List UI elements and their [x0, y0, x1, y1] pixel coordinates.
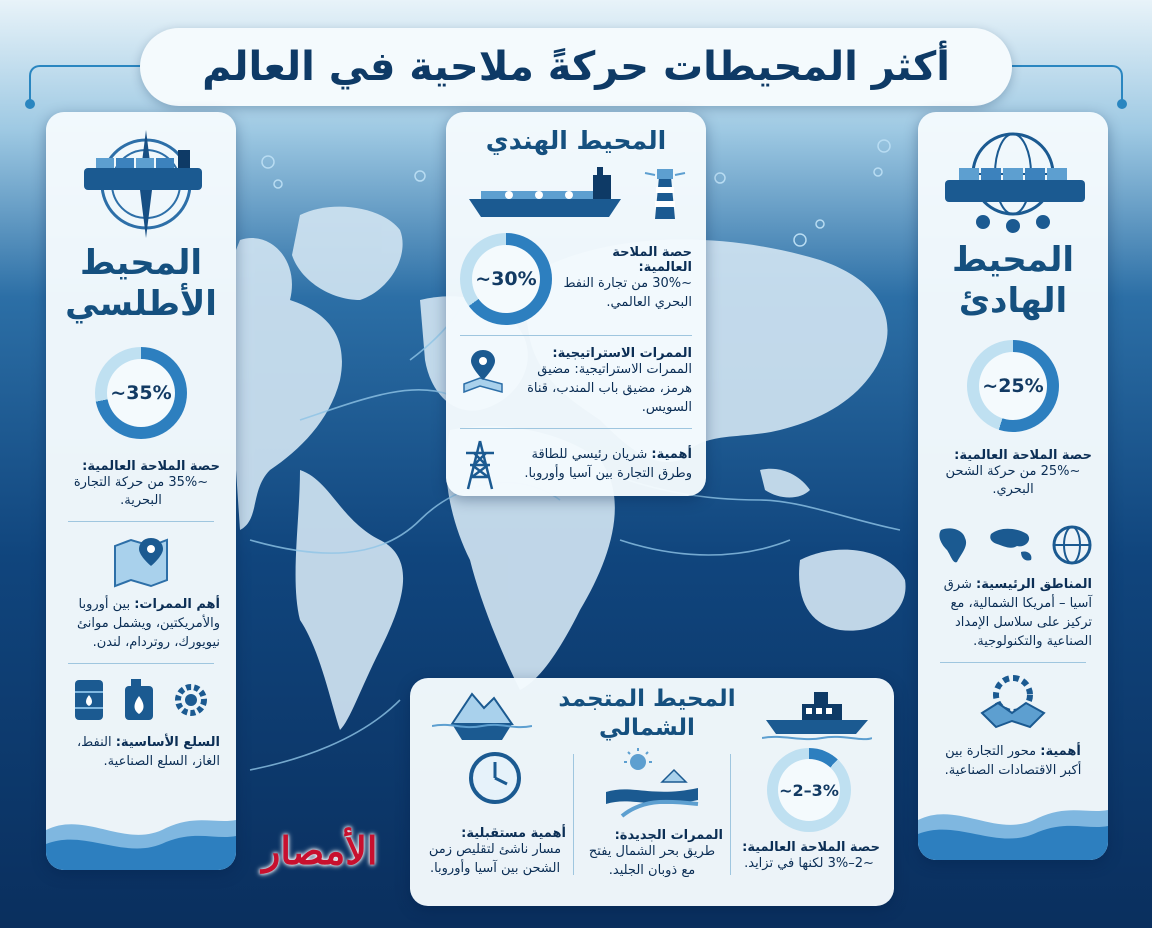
arctic-future-col — [424, 748, 566, 881]
indian-straits-text: الممرات الاستراتيجية: مضيق هرمز، مضيق باب المندب، قناة السويس. — [527, 362, 692, 415]
world-continents-icon — [918, 524, 1108, 566]
atlantic-goods-label: السلع الأساسية: — [115, 734, 220, 750]
arctic-title-line2: الشمالي — [599, 715, 695, 741]
indian-panel — [446, 112, 706, 496]
divider — [68, 521, 214, 522]
divider — [573, 754, 574, 875]
divider — [460, 335, 692, 336]
pacific-share-label: حصة الملاحة العالمية: — [954, 447, 1092, 463]
atlantic-header-icon — [46, 112, 236, 243]
pacific-share-text: ~25% من حركة الشحن البحري. — [945, 463, 1081, 498]
indian-importance-label: أهمية: — [651, 446, 692, 462]
map-pin-icon — [460, 346, 506, 396]
brand-logo: الأمصار — [262, 828, 378, 873]
oil-barrel-icon — [71, 676, 107, 724]
globe-icon — [933, 126, 1093, 236]
pacific-title-line2: الهادئ — [958, 280, 1068, 321]
atlantic-title — [46, 243, 236, 325]
atlantic-goods-text: النفط، الغاز، السلع الصناعية. — [76, 734, 220, 769]
iceberg-icon — [432, 684, 532, 744]
compass-icon — [66, 124, 216, 239]
pacific-regions-label: المناطق الرئيسية: — [976, 577, 1092, 593]
pacific-share-ring — [967, 340, 1059, 432]
arctic-routes-col — [581, 748, 723, 881]
lighthouse-icon — [643, 163, 687, 223]
arctic-share-ring — [767, 748, 851, 832]
indian-share-ring — [460, 233, 552, 325]
divider — [940, 662, 1086, 663]
divider — [68, 663, 214, 664]
arctic-share-value: ~2–3% — [778, 759, 840, 821]
gas-can-icon — [121, 676, 157, 724]
divider — [730, 754, 731, 875]
wave-decoration — [918, 790, 1108, 860]
cargo-ship-icon — [945, 180, 1085, 202]
pacific-title-line1: المحيط — [951, 240, 1074, 280]
atlantic-panel — [46, 112, 236, 870]
tanker-icon — [465, 163, 625, 223]
atlantic-goods-icons — [46, 676, 236, 724]
power-pylon-icon — [460, 439, 500, 491]
wave-decoration — [46, 800, 236, 870]
indian-importance-text: شريان رئيسي للطاقة وطرق التجارة بين آسيا وأوروبا. — [524, 446, 692, 481]
atlantic-routes-text: بين أوروبا والأمريكتين، ويشمل موانئ نيويورك، روتردام، لندن. — [76, 597, 220, 650]
cargo-ship-icon — [84, 168, 202, 190]
atlantic-share-ring — [95, 347, 187, 439]
clock-icon — [465, 748, 525, 808]
pacific-importance-label: أهمية: — [1040, 743, 1081, 759]
arctic-share-label: حصة الملاحة العالمية: — [742, 840, 880, 855]
atlantic-title-line1: المحيط — [79, 243, 202, 283]
indian-share-value: ~30% — [472, 245, 540, 313]
arctic-routes-text: طريق بحر الشمال يفتح مع ذوبان الجليد. — [588, 844, 716, 878]
arctic-routes-label: الممرات الجديدة: — [614, 828, 723, 843]
pacific-panel — [918, 112, 1108, 860]
pacific-title — [918, 240, 1108, 322]
indian-share-label: حصة الملاحة العالمية: — [612, 245, 692, 276]
pacific-share-value: ~25% — [979, 352, 1047, 420]
icebreaker-icon — [762, 684, 872, 744]
arctic-future-text: مسار ناشئ لتقليص زمن الشحن بين آسيا وأوروبا. — [428, 842, 562, 876]
atlantic-title-line2: الأطلسي — [65, 283, 217, 324]
divider — [460, 428, 692, 429]
title-banner — [140, 28, 1012, 106]
atlantic-routes-label: أهم الممرات: — [134, 597, 220, 613]
gear-icon — [171, 676, 211, 724]
pacific-header-icon — [918, 112, 1108, 240]
indian-title: المحيط الهندي — [485, 126, 667, 155]
atlantic-share-value: ~35% — [107, 359, 175, 427]
atlantic-share-label: حصة الملاحة العالمية: — [82, 458, 220, 474]
map-pin-icon — [46, 532, 236, 592]
arctic-panel — [410, 678, 894, 906]
pacific-importance-text: محور التجارة بين أكبر الاقتصادات الصناعية. — [944, 743, 1082, 778]
indian-straits-label: الممرات الاستراتيجية: — [552, 346, 692, 361]
arctic-title — [558, 685, 735, 743]
arctic-future-label: أهمية مستقبلية: — [461, 826, 566, 841]
arctic-title-line1: المحيط المتجمد — [558, 686, 736, 713]
sun-road-icon — [602, 748, 702, 818]
arctic-share-text: ~2–3% لكنها في تزايد. — [744, 856, 874, 871]
handshake-icon — [918, 673, 1108, 737]
indian-share-text: ~30% من تجارة النفط البحري العالمي. — [563, 276, 692, 310]
page-title: أكثر المحيطات حركةً ملاحية في العالم — [202, 44, 950, 90]
arctic-share-col — [738, 748, 880, 881]
pacific-regions-text: شرق آسيا – أمريكا الشمالية، مع تركيز على سلاسل الإمداد الصناعية والتكنولوجية. — [943, 577, 1092, 649]
atlantic-share-text: ~35% من حركة التجارة البحرية. — [73, 474, 209, 509]
